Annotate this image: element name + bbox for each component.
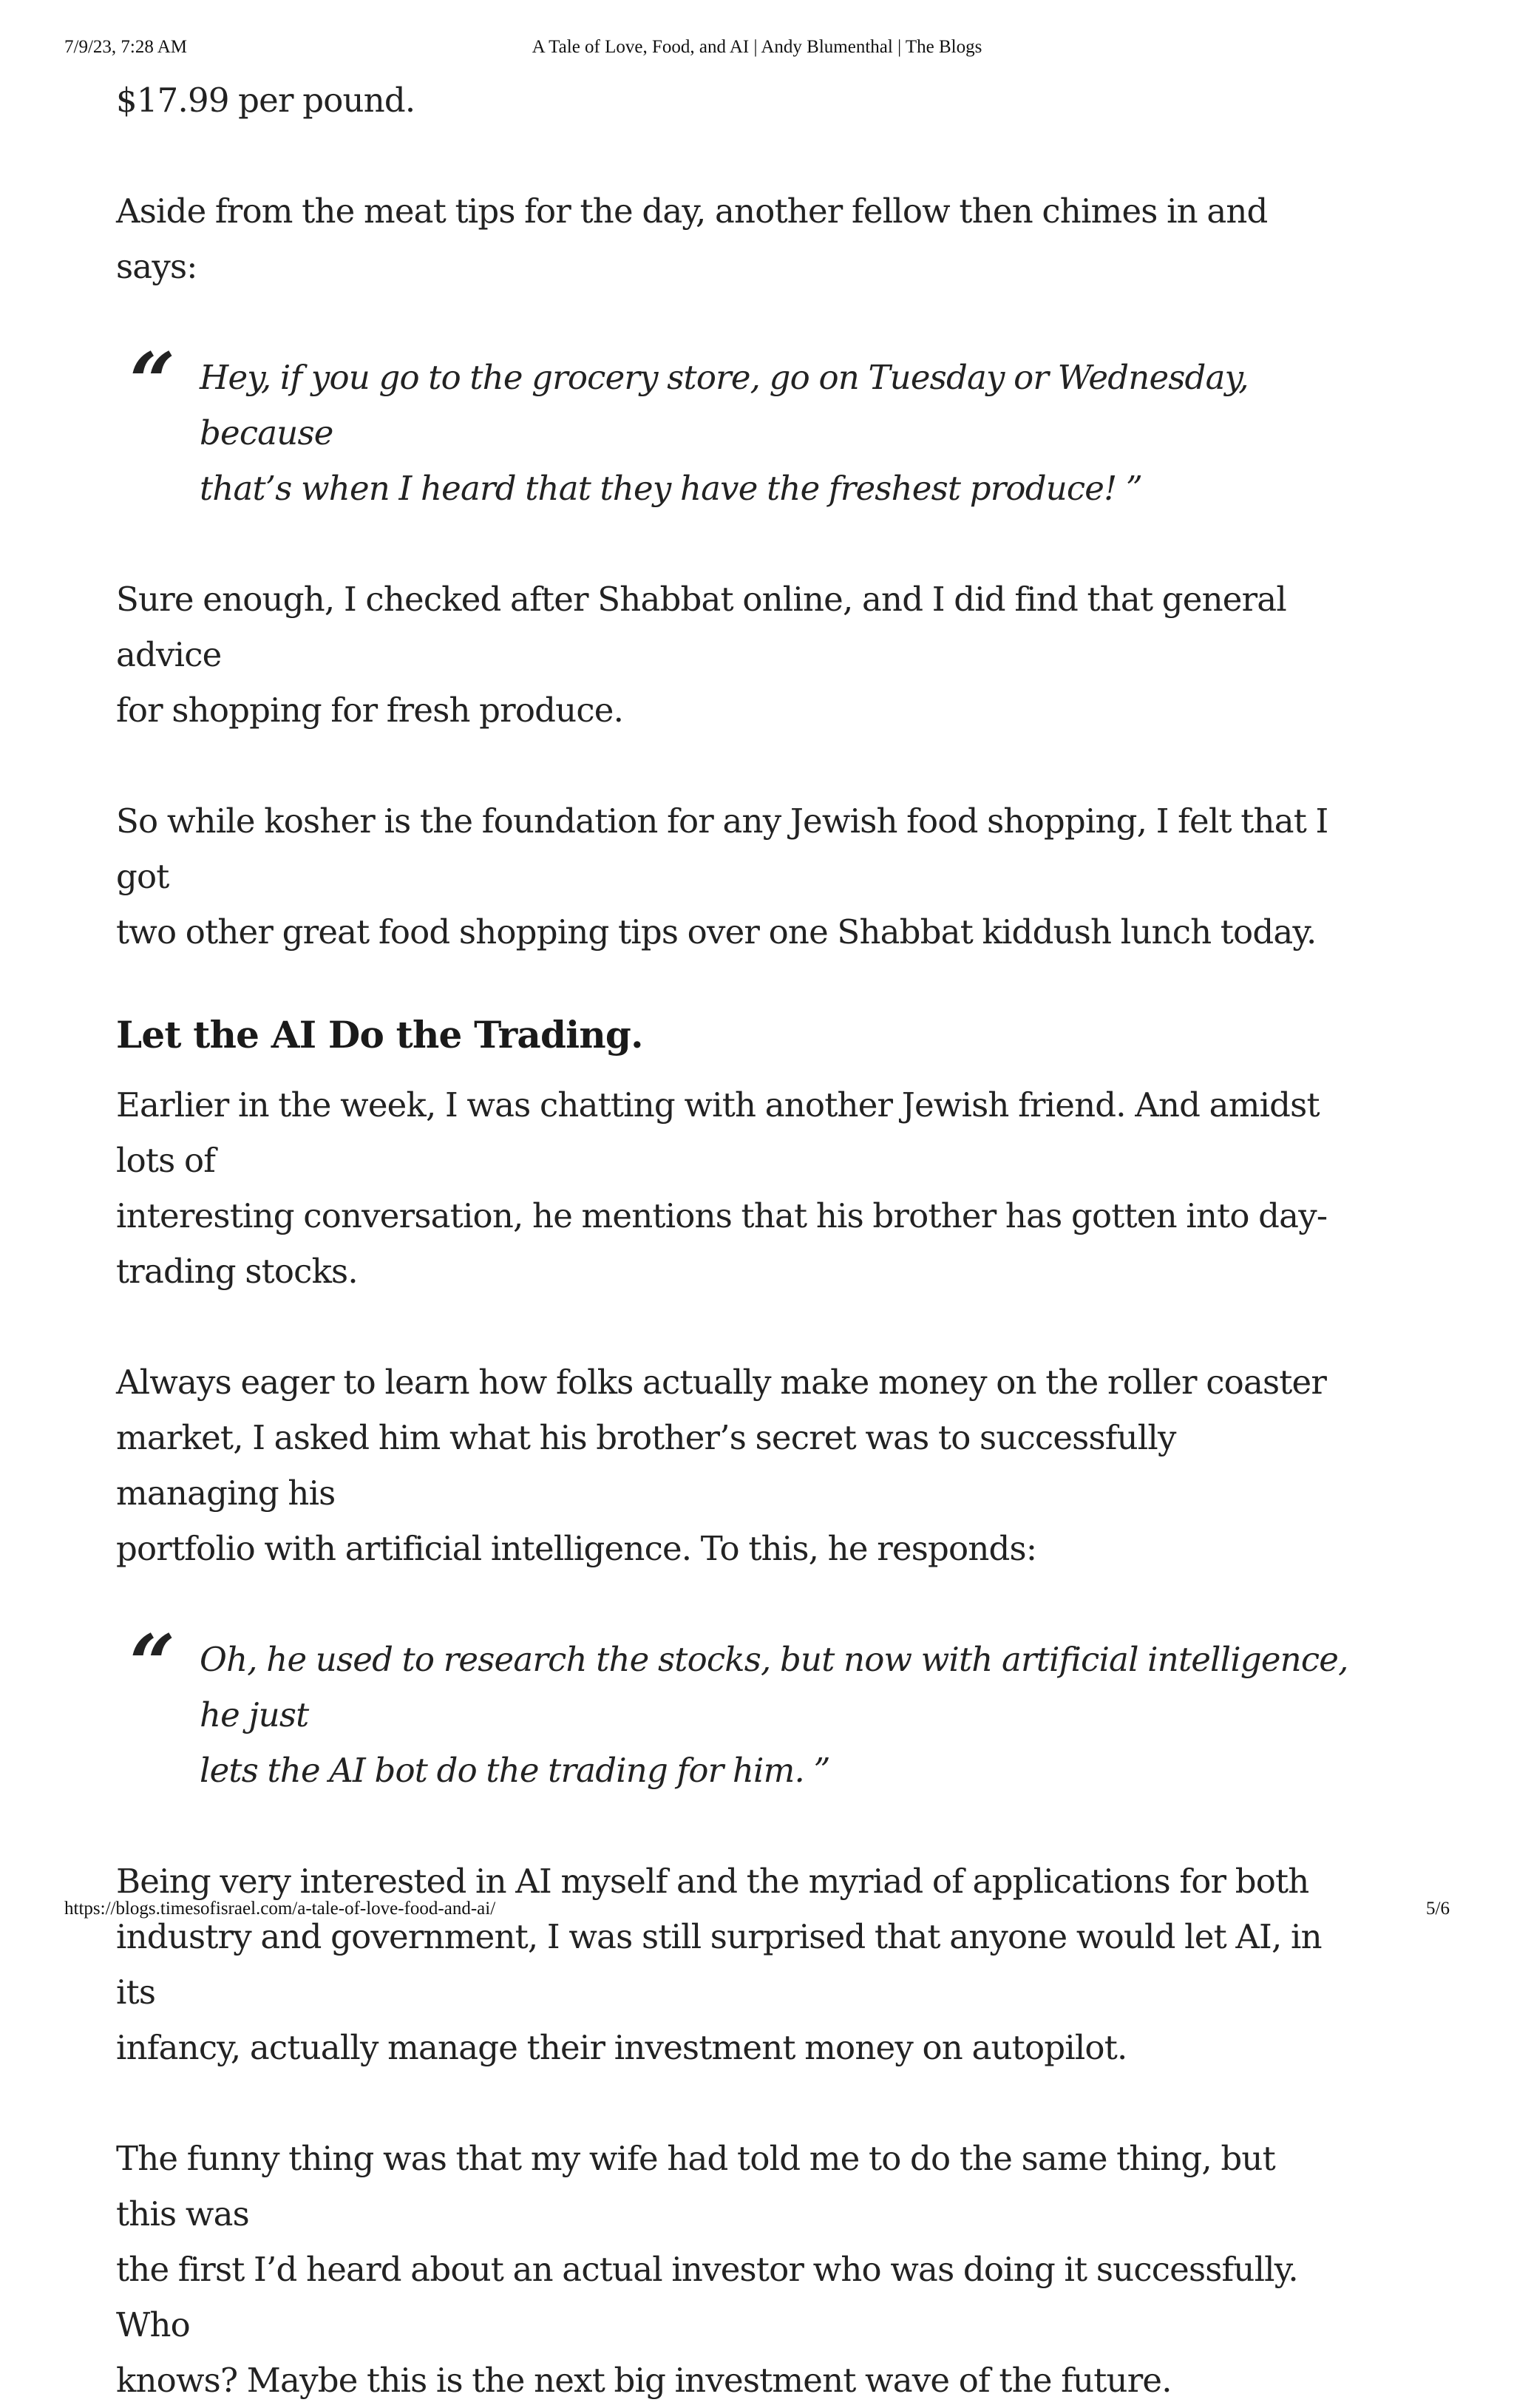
article-body [116, 72, 1348, 2408]
paragraph-kosher [116, 793, 1328, 960]
section-heading: Let the AI Do the Trading. [116, 1013, 643, 1057]
paragraph-line: knows? Maybe this is the next big investment wave of the future. [116, 2361, 1172, 2400]
paragraph-earlier [116, 1077, 1328, 1299]
paragraph-price: $17.99 per pound. [116, 81, 415, 120]
paragraph-being-interested [116, 1854, 1328, 2075]
paragraph-line: Earlier in the week, I was chatting with another Jewish friend. And amidst lots of [116, 1085, 1320, 1180]
paragraph-line: for shopping for fresh produce. [116, 691, 624, 730]
blockquote-ai-trading [116, 1618, 1353, 1798]
paragraph-line: two other great food shopping tips over one Shabbat kiddush lunch today. [116, 912, 1317, 952]
print-header [0, 37, 1514, 62]
paragraph-line: So while kosher is the foundation for any Jewish food shopping, I felt that I got [116, 801, 1328, 896]
paragraph-line: industry and government, I was still surprised that anyone would let AI, in its [116, 1917, 1322, 2012]
paragraph-line: Being very interested in AI myself and the myriad of applications for both [116, 1862, 1309, 1901]
quote-line: Hey, if you go to the grocery store, go on Tuesday or Wednesday, because [200, 358, 1249, 452]
print-page-title: A Tale of Love, Food, and AI | Andy Blumenthal | The Blogs [532, 37, 982, 57]
page-number: 5/6 [1426, 1899, 1450, 1919]
paragraph-line: Always eager to learn how folks actually make money on the roller coaster [116, 1363, 1327, 1402]
paragraph-line: the first I’d heard about an actual investor who was doing it successfully. Who [116, 2250, 1298, 2344]
blockquote-produce [116, 336, 1353, 516]
paragraph-sure-enough [116, 572, 1328, 738]
paragraph-funny-thing [116, 2131, 1328, 2408]
paragraph-line: Sure enough, I checked after Shabbat online, and I did find that general advice [116, 580, 1286, 674]
paragraph-aside: Aside from the meat tips for the day, another fellow then chimes in and says: [116, 191, 1268, 286]
quote-line: that’s when I heard that they have the freshest produce! ” [200, 469, 1143, 508]
paragraph-line: market, I asked him what his brother’s secret was to successfully managing his [116, 1418, 1176, 1513]
quote-line: lets the AI bot do the trading for him. ” [200, 1751, 830, 1790]
paragraph-line: infancy, actually manage their investment money on autopilot. [116, 2028, 1127, 2067]
paragraph-always-eager [116, 1354, 1328, 1576]
paragraph-line: portfolio with artificial intelligence. To this, he responds: [116, 1529, 1037, 1568]
page-url: https://blogs.timesofisrael.com/a-tale-of-love-food-and-ai/ [64, 1899, 496, 1919]
paragraph-line: The funny thing was that my wife had told me to do the same thing, but this was [116, 2139, 1275, 2234]
quote-mark-icon: “ [129, 1618, 176, 1711]
print-footer [0, 1899, 1514, 1924]
quote-line: Oh, he used to research the stocks, but now with artificial intelligence, he just [200, 1640, 1348, 1734]
quote-mark-icon: “ [129, 336, 176, 429]
print-datetime: 7/9/23, 7:28 AM [64, 37, 187, 57]
paragraph-line: interesting conversation, he mentions that his brother has gotten into day- [116, 1196, 1328, 1235]
paragraph-line: trading stocks. [116, 1252, 358, 1291]
